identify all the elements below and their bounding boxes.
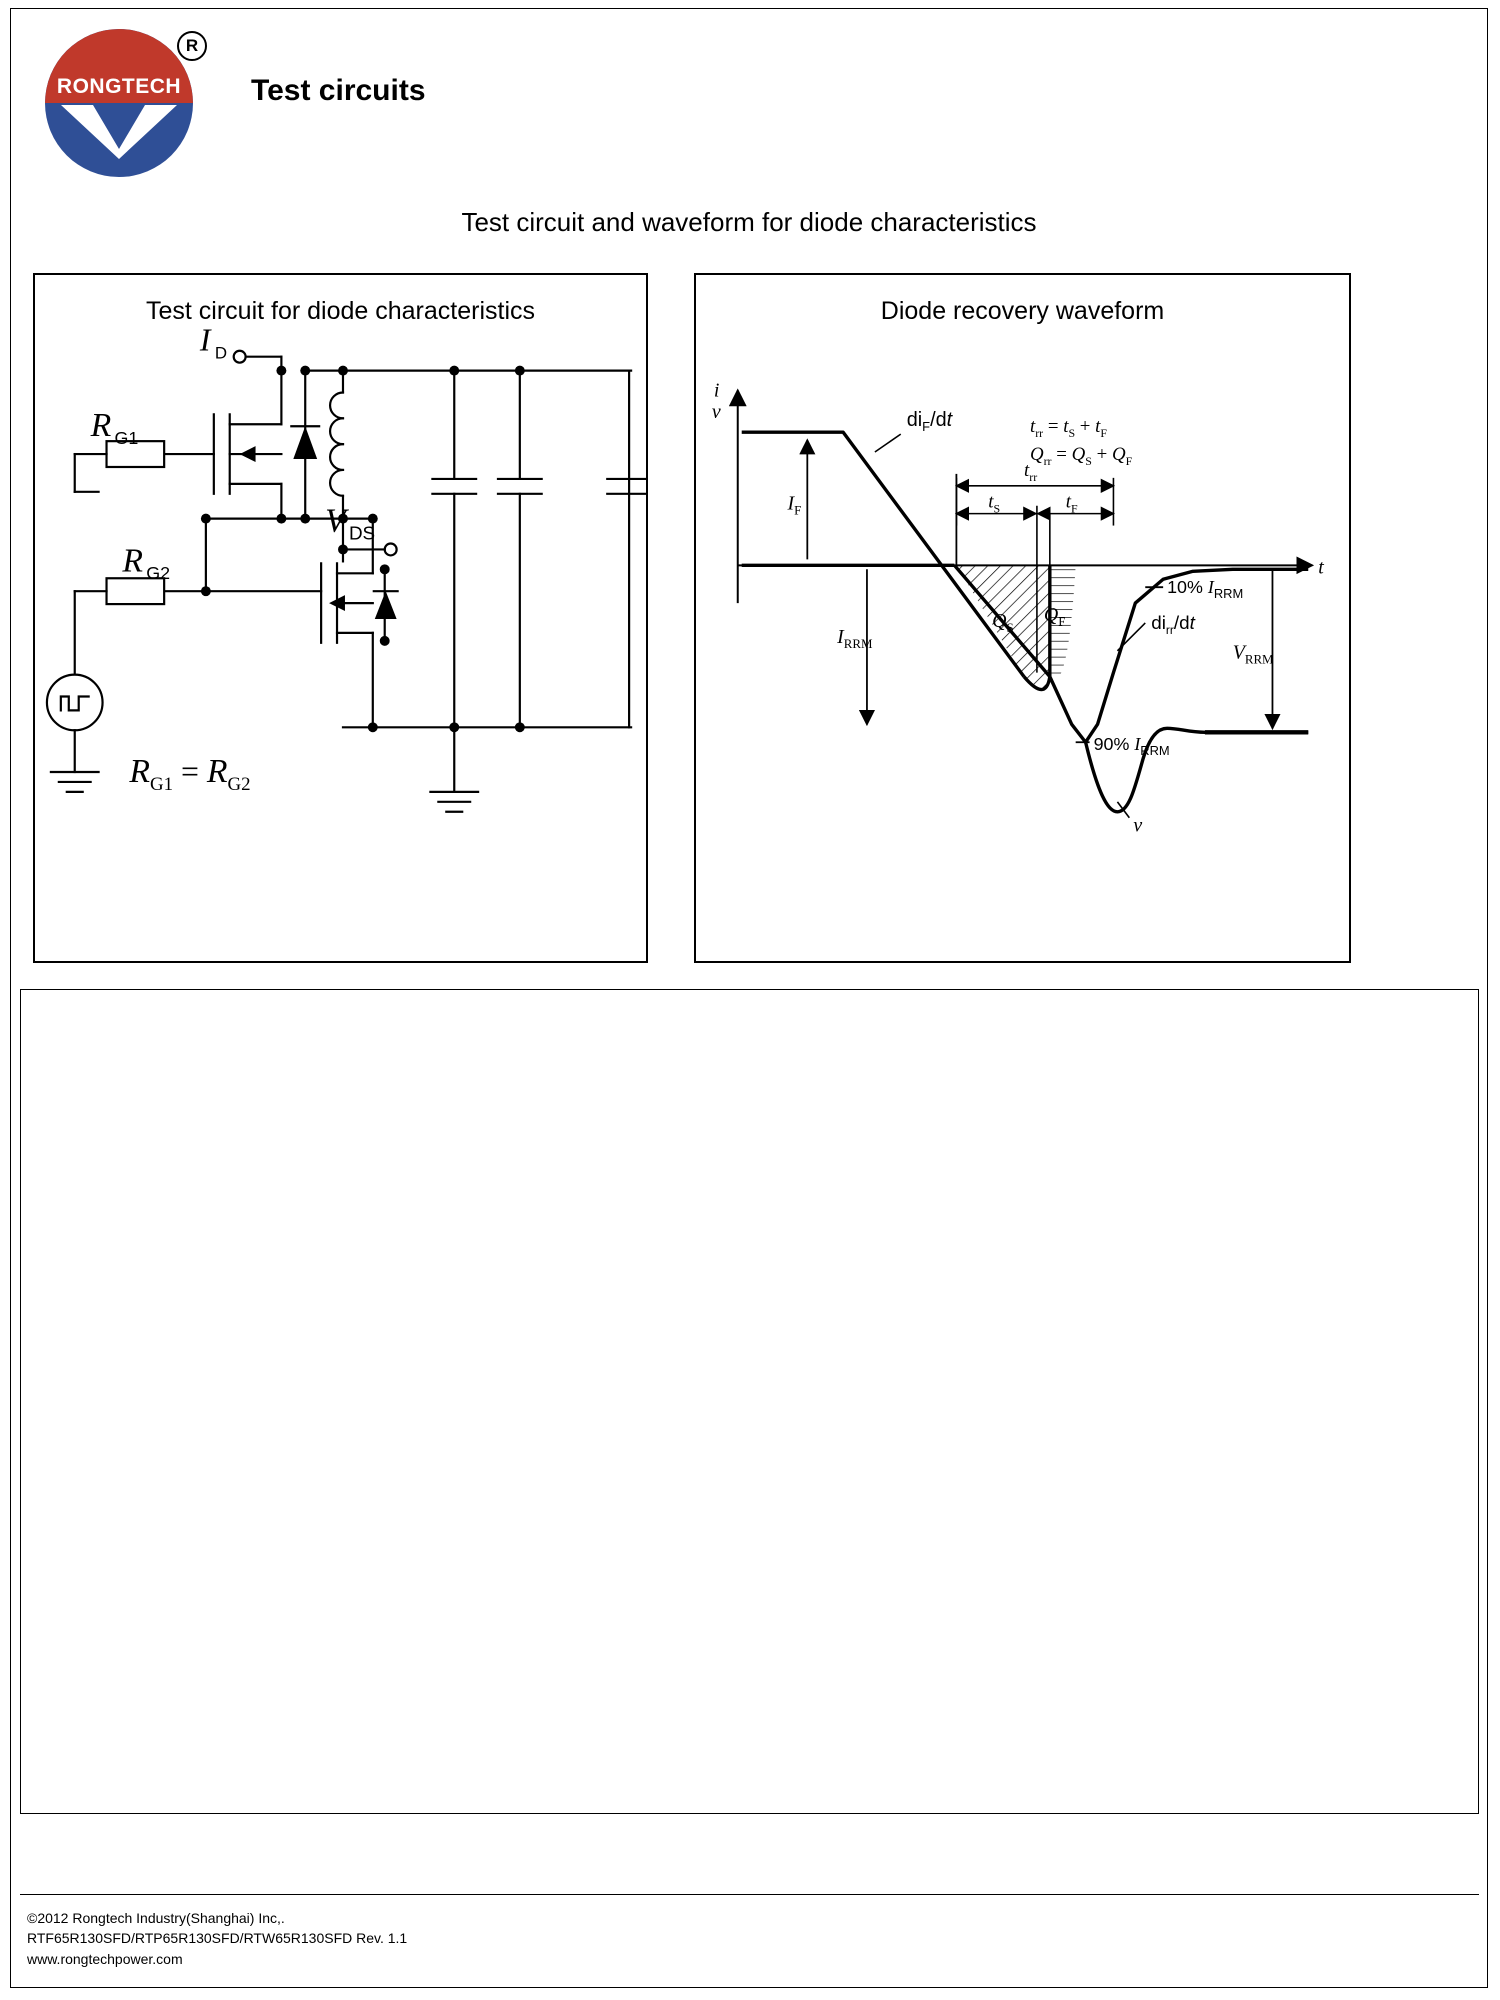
registered-mark-glyph: R — [177, 31, 207, 61]
diode-recovery-title: Diode recovery waveform — [880, 297, 1165, 325]
label-rg2: R — [122, 542, 144, 580]
test-circuit-panel — [33, 273, 648, 963]
footer-partnumbers: RTF65R130SFD/RTP65R130SFD/RTW65R130SFD Rev. 1.1 — [27, 1930, 408, 1947]
page-header — [11, 9, 1487, 259]
label-id-sub: D — [214, 343, 228, 363]
label-axis-v: v — [711, 401, 721, 424]
label-rg-equation: $R_{G1} = R_{G2}$ — [129, 752, 251, 795]
label-dif-dt: $di_F/dt$ — [906, 409, 953, 435]
label-qrr-equation: $Q_{rr} = Q_S + Q_F$ — [1029, 443, 1133, 468]
footer-website[interactable]: www.rongtechpower.com — [27, 1950, 183, 1967]
lower-content-frame — [20, 989, 1479, 1814]
label-dirr-dt: $di_{rr}/dt$ — [1151, 611, 1195, 637]
diode-recovery-panel — [694, 273, 1351, 963]
label-irrm: $I_{RRM}$ — [837, 625, 873, 651]
label-90pct-irrm: 90% $I_{RRM}$ — [1093, 734, 1170, 759]
label-ts: $t_S$ — [988, 491, 1001, 516]
label-id: I — [199, 322, 211, 358]
label-vds: V — [325, 502, 346, 540]
footer-copyright: ©2012 Rongtech Industry(Shanghai) Inc,. — [27, 1910, 285, 1927]
label-trr-equation: $t_{rr} = t_S + t_F$ — [1029, 416, 1108, 441]
label-rg2-sub: G2 — [146, 563, 171, 584]
label-trr: $t_{rr}$ — [1023, 459, 1038, 484]
label-qs: $Q_S$ — [992, 609, 1014, 635]
label-v-curve: v — [1133, 814, 1143, 837]
label-rg1-sub: G1 — [114, 428, 139, 449]
label-rg1: R — [90, 407, 112, 445]
label-if: $I_F$ — [787, 492, 802, 518]
test-circuit-title: Test circuit for diode characteristics — [145, 297, 536, 325]
page-title: Test circuits — [251, 74, 426, 107]
logo-wordmark: RONGTECH — [56, 75, 182, 98]
page-footer — [27, 1908, 407, 1969]
document-page — [10, 8, 1488, 1988]
label-10pct-irrm: 10% $I_{RRM}$ — [1167, 577, 1244, 602]
rongtech-logo — [39, 21, 199, 181]
diode-recovery-waveform — [696, 275, 1349, 961]
label-tf: $t_F$ — [1065, 491, 1078, 516]
forward-current-trace — [742, 432, 1024, 677]
label-vds-sub: DS — [348, 522, 376, 544]
logo-circle — [45, 29, 193, 177]
label-vrrm: $V_{RRM}$ — [1232, 641, 1274, 667]
section-title: Test circuit and waveform for diode characteristics — [461, 207, 1037, 237]
logo-v-shape — [59, 103, 179, 161]
label-axis-t: t — [1318, 556, 1324, 579]
label-axis-i: i — [713, 379, 720, 402]
label-qf: $Q_F$ — [1043, 603, 1066, 629]
footer-divider — [20, 1894, 1479, 1895]
registered-trademark-icon — [177, 27, 207, 61]
test-circuit-diagram — [35, 275, 646, 961]
